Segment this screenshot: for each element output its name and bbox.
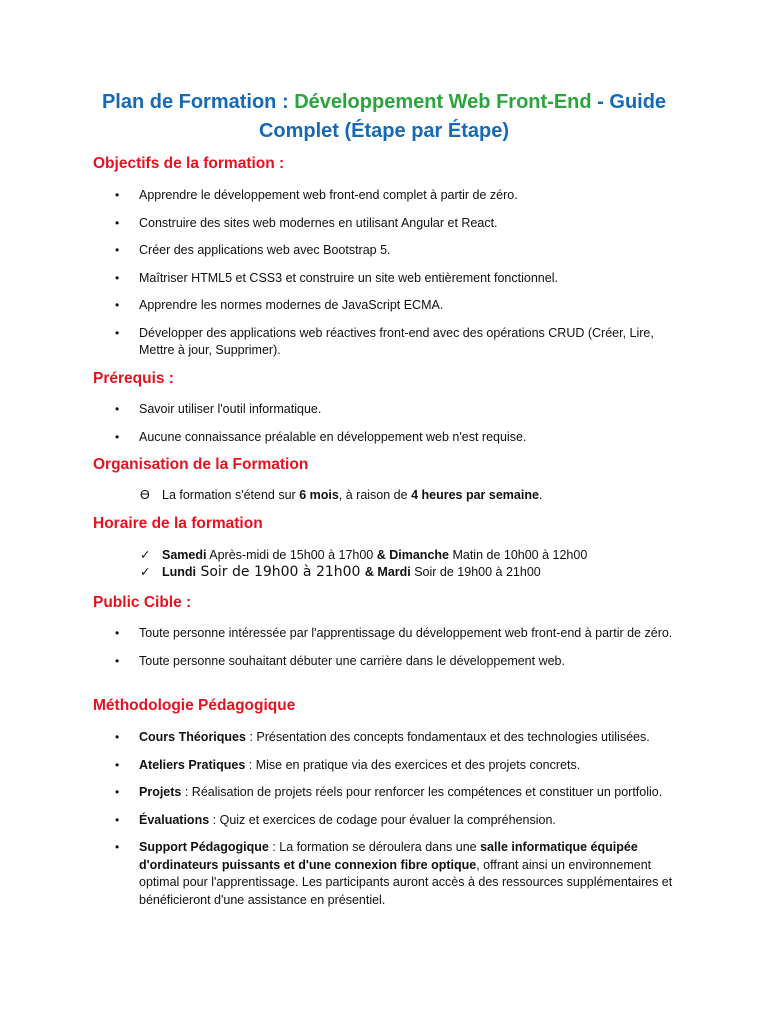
objectifs-heading: Objectifs de la formation : — [93, 155, 285, 172]
list-item — [0, 625, 679, 643]
list-item-text: Développer des applications web réactives front-end avec des opérations CRUD (Créer, Lire, Mettre à jour, Supprimer). — [139, 325, 654, 357]
organisation-text — [140, 487, 542, 504]
bullet-icon: • — [115, 243, 120, 257]
item-label: Ateliers Pratiques — [139, 757, 246, 772]
title-part-3: - Guide Complet (Étape par Étape) — [258, 91, 667, 142]
horaire-heading: Horaire de la formation — [93, 515, 263, 532]
item-label: Projets — [139, 785, 182, 799]
day-label: Lundi — [162, 565, 197, 579]
list-item — [0, 297, 679, 315]
organisation-text-part: . — [538, 488, 543, 502]
organisation-heading: Organisation de la Formation — [93, 456, 309, 473]
list-item-text: Apprendre les normes modernes de JavaScript ECMA. — [139, 298, 444, 312]
list-item-text: : La formation se déroulera dans une — [268, 840, 481, 854]
list-item-text: : Mise en pratique via des exercices et des projets concrets. — [245, 757, 581, 772]
list-item-text: Aucune connaissance préalable en développement web n'est requise. — [139, 429, 527, 444]
public-heading: Public Cible : — [93, 594, 192, 611]
day-label: Samedi — [162, 548, 207, 562]
bullet-icon: • — [115, 653, 120, 668]
time-text: Soir de 19h00 à 21h00 — [196, 564, 365, 580]
bullet-icon: • — [115, 626, 120, 640]
bullet-icon: • — [115, 402, 120, 416]
list-item-text: Toute personne intéressée par l'apprentissage du développement web front-end à partir de zéro. — [139, 626, 673, 640]
methodologie-heading: Méthodologie Pédagogique — [93, 697, 296, 714]
prerequis-list — [0, 401, 768, 456]
list-item — [0, 757, 679, 775]
list-item — [0, 187, 679, 205]
bullet-icon: • — [115, 812, 120, 827]
bullet-icon: • — [115, 429, 120, 444]
list-item-text: Toute personne souhaitant débuter une carrière dans le développement web. — [139, 653, 565, 668]
list-item-text: , offrant ainsi un environnement optimal pour l'apprentissage. Les participants auront accès à des ressources supplémentaires et bénéficieront d'une assistance en présentiel. — [139, 857, 673, 907]
list-item — [0, 812, 679, 830]
time-text: Soir de 19h00 à 21h00 — [410, 565, 541, 579]
bullet-icon: • — [115, 325, 120, 340]
list-item — [0, 784, 679, 802]
list-item-text: Construire des sites web modernes en utilisant Angular et React. — [139, 215, 498, 230]
title-part-2: Développement Web Front-End — [294, 91, 592, 113]
list-item-text: : Réalisation de projets réels pour renforcer les compétences et constituer un portfolio. — [181, 785, 663, 799]
time-text: Matin de 10h00 à 12h00 — [448, 548, 588, 562]
bullet-icon: • — [115, 298, 120, 312]
list-item — [0, 653, 679, 671]
methodologie-list — [0, 729, 768, 919]
organisation-text-part: La formation s'étend sur — [162, 488, 300, 502]
list-item-text: Créer des applications web avec Bootstrap 5. — [139, 243, 391, 257]
bullet-icon: • — [115, 757, 120, 772]
bullet-icon: • — [115, 785, 120, 799]
list-item-text: Savoir utiliser l'outil informatique. — [139, 402, 322, 416]
list-item — [0, 429, 679, 447]
ampersand: & — [376, 548, 386, 562]
list-item — [0, 215, 679, 233]
list-item — [0, 325, 679, 360]
day-label: Dimanche — [385, 548, 449, 562]
list-item-bold-text: salle informatique équipée d'ordinateurs puissants et d'une connexion fibre optique — [139, 840, 638, 872]
checkmark-icon: ✓ — [140, 548, 151, 562]
bullet-icon: • — [115, 270, 120, 285]
list-item — [0, 242, 679, 260]
list-item-text: Apprendre le développement web front-end complet à partir de zéro. — [139, 188, 518, 202]
horaire-line-1 — [140, 547, 587, 564]
list-item — [0, 839, 679, 909]
horaire-line-2 — [140, 564, 541, 581]
list-item-text: Maîtriser HTML5 et CSS3 et construire un site web entièrement fonctionnel. — [139, 270, 558, 285]
time-text: Après-midi de 15h00 à 17h00 — [206, 548, 377, 562]
organisation-duration: 6 mois — [299, 488, 339, 502]
bullet-icon: • — [115, 215, 120, 230]
objectifs-list — [0, 187, 768, 370]
list-item — [0, 401, 679, 419]
theta-icon: ϴ — [140, 488, 150, 502]
item-label: Support Pédagogique — [139, 840, 269, 854]
organisation-text-part: , à raison de — [338, 488, 412, 502]
bullet-icon: • — [115, 730, 120, 744]
ampersand: & — [364, 565, 374, 579]
bullet-icon: • — [115, 188, 120, 202]
list-item — [0, 270, 679, 288]
checkmark-icon: ✓ — [140, 565, 151, 579]
public-list — [0, 625, 768, 680]
organisation-hours: 4 heures par semaine — [411, 488, 539, 502]
title-part-1: Plan de Formation : — [101, 91, 295, 113]
item-label: Évaluations — [139, 812, 210, 827]
page-title — [60, 88, 708, 146]
prerequis-heading: Prérequis : — [93, 370, 174, 387]
item-label: Cours Théoriques — [139, 730, 246, 744]
bullet-icon: • — [115, 840, 120, 854]
day-label: Mardi — [373, 565, 411, 579]
list-item — [0, 729, 679, 747]
list-item-text: : Présentation des concepts fondamentaux et des technologies utilisées. — [245, 730, 650, 744]
list-item-text: : Quiz et exercices de codage pour évaluer la compréhension. — [209, 812, 556, 827]
